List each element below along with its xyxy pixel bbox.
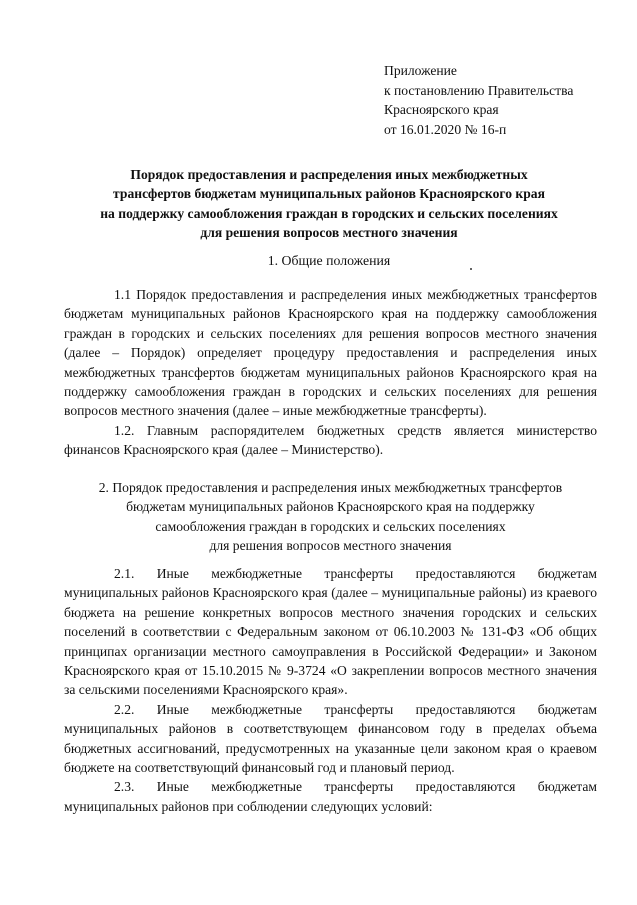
paragraph-2-3: 2.3. Иные межбюджетные трансферты предоставляются бюджетам муниципальных районов при соблюдении следующих условий:	[64, 779, 597, 814]
paragraph-2-2: 2.2. Иные межбюджетные трансферты предоставляются бюджетам муниципальных районов в соответствующем финансовом году в пределах объема бюджетных ассигнований, предусмотренных на указанные цели законом края о краевом бюджете на соответствующий финансовый год и плановый период.	[64, 701, 597, 776]
approval-line: Красноярского края	[384, 102, 499, 117]
section-2-heading-line: самообложения граждан в городских и сельских поселениях	[155, 518, 506, 534]
title-line: Порядок предоставления и распределения иных межбюджетных	[130, 167, 528, 182]
paragraph-2-1: 2.1. Иные межбюджетные трансферты предоставляются бюджетам муниципальных районов Красноярского края (далее – муниципальные районы) из краевого бюджета на решение конкретных вопросов местного значения городских и сельских поселений в соответствии с Федеральным законом от 06.10.2003 № 131-ФЗ «Об общих принципах организации местного самоуправления в Российской Федерации» и Законом Красноярского края от 15.10.2015 № 9-3724 «О закреплении вопросов местного значения за сельскими поселениями Красноярского края».	[64, 566, 597, 698]
section-2-heading-line: для решения вопросов местного значения	[209, 538, 452, 554]
section-2-body	[64, 564, 597, 816]
title-line: трансфертов бюджетам муниципальных районов Красноярского края	[113, 186, 545, 202]
approval-line: Приложение	[384, 63, 457, 78]
section-2-heading-line: 2. Порядок предоставления и распределения иных межбюджетных трансфертов	[98, 480, 563, 495]
approval-block	[384, 61, 573, 139]
title-line: на поддержку самообложения граждан в городских и сельских поселениях	[100, 205, 558, 221]
paragraph-1-2: 1.2. Главным распорядителем бюджетных средств является министерство финансов Красноярского края (далее – Министерство).	[64, 422, 597, 458]
document-title	[64, 165, 594, 242]
approval-line: к постановлению Правительства	[384, 82, 574, 98]
section-2-heading-line: бюджетам муниципальных районов Красноярского края на поддержку	[126, 499, 535, 515]
section-2-heading	[64, 478, 597, 556]
paragraph-1-1: 1.1 Порядок предоставления и распределения иных межбюджетных трансфертов бюджетам муниципальных районов Красноярского края на поддержку самообложения граждан в городских и сельских поселениях для решения вопросов местного значения (далее – Порядок) определяет процедуру предоставления и распределения иных межбюджетных трансфертов бюджетам муниципальных районов Красноярского края на поддержку самообложения граждан в городских и сельских поселениях для решения вопросов местного значения (далее – иные межбюджетные трансферты).	[64, 287, 597, 419]
approval-date-line: от 16.01.2020 № 16-п	[384, 121, 507, 137]
section-1-heading: 1. Общие положения	[267, 253, 391, 268]
scan-speck	[470, 268, 472, 270]
title-line: для решения вопросов местного значения	[200, 224, 458, 240]
section-1-body	[64, 285, 597, 460]
